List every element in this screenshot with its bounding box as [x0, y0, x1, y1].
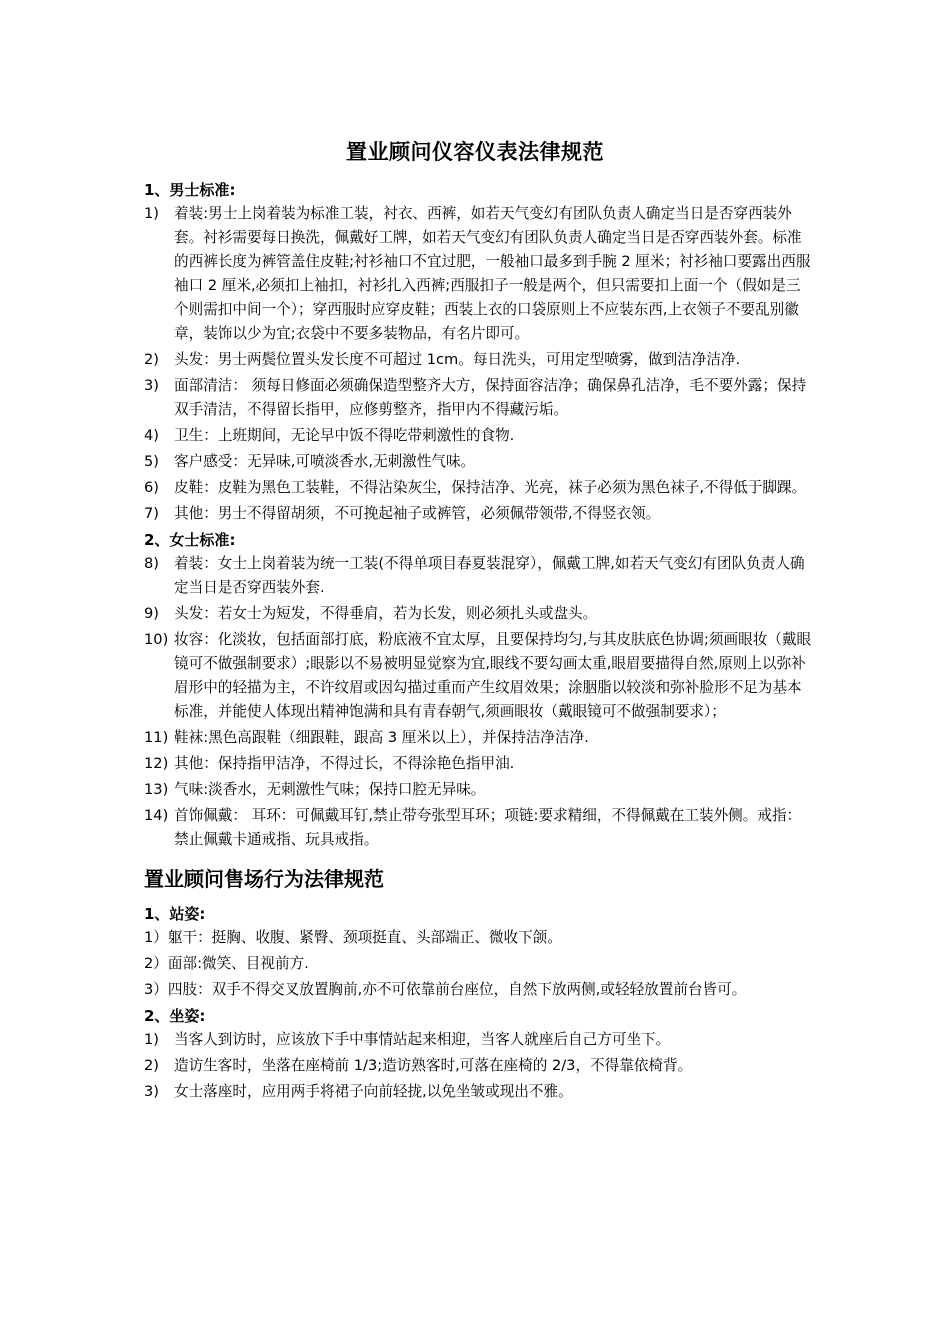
sitting-posture-list — [144, 1028, 814, 1104]
list-item-number: 3) — [144, 377, 159, 394]
list-item — [144, 726, 814, 750]
list-item: 1）躯干：挺胸、收腹、紧臀、颈项挺直、头部端正、微收下颌。 — [144, 929, 562, 946]
standing-posture-list — [144, 926, 814, 1002]
list-item — [144, 1054, 814, 1078]
section-heading-standing: 1、站姿: — [144, 905, 206, 923]
list-item — [144, 348, 814, 372]
list-item — [144, 628, 814, 724]
list-item-text: 当客人到访时，应该放下手中事情站起来相迎，当客人就座后自己方可坐下。 — [174, 1031, 671, 1048]
list-item-number: 1) — [144, 205, 159, 222]
list-item-text: 气味:淡香水，无刺激性气味；保持口腔无异味。 — [174, 781, 486, 798]
list-item-text: 头发：男士两鬓位置头发长度不可超过 1cm。每日洗头，可用定型喷雾，做到洁净洁净. — [174, 351, 741, 368]
list-item — [144, 374, 814, 422]
list-item-number: 11) — [144, 729, 169, 746]
list-item-text: 着装：女士上岗着装为统一工装(不得单项目春夏装混穿），佩戴工牌,如若天气变幻有团队负责人确定当日是否穿西装外套. — [174, 555, 805, 596]
section-heading-sitting: 2、坐姿: — [144, 1007, 206, 1025]
list-item-number: 10) — [144, 631, 169, 648]
list-item-text: 头发：若女士为短发，不得垂肩，若为长发，则必须扎头或盘头。 — [174, 605, 598, 622]
list-item — [144, 752, 814, 776]
page-title: 置业顾问仪容仪表法律规范 — [346, 140, 604, 164]
list-item — [144, 202, 814, 346]
list-item-number: 2) — [144, 1057, 159, 1074]
list-item — [144, 424, 814, 448]
list-item — [144, 476, 814, 500]
list-item-text: 客户感受：无异味,可喷淡香水,无刺激性气味。 — [174, 453, 476, 470]
list-item-number: 2) — [144, 351, 159, 368]
list-item-text: 妆容：化淡妆，包括面部打底，粉底液不宜太厚，且要保持均匀,与其皮肤底色协调;须画眼妆（戴眼镜可不做强制要求）;眼影以不易被明显觉察为宜,眼线不要勾画太重,眼眉要描得自然,原则上以弥补眉形中的轻描为主，不许纹眉或因勾描过重而产生纹眉效果；涂胭脂以较淡和弥补脸形不足为基本标准，并能使人体现出精神饱满和具有青春朝气,须画眼妆（戴眼镜可不做强制要求）； — [174, 631, 812, 720]
list-item-text: 皮鞋：皮鞋为黑色工装鞋，不得沾染灰尘，保持洁净、光亮，袜子必须为黑色袜子,不得低于脚踝。 — [174, 479, 807, 496]
list-item-number: 5) — [144, 453, 159, 470]
list-item-text: 鞋袜:黑色高跟鞋（细跟鞋，跟高 3 厘米以上），并保持洁净洁净. — [174, 729, 589, 746]
section-title-sales-conduct: 置业顾问售场行为法律规范 — [144, 867, 384, 891]
list-item-text: 着装:男士上岗着装为标准工装，衬衣、西裤，如若天气变幻有团队负责人确定当日是否穿西装外套。衬衫需要每日换洗，佩戴好工牌，如若天气变幻有团队负责人确定当日是否穿西装外套。标准的西裤长度为裤管盖住皮鞋;衬衫袖口不宜过肥，一般袖口最多到手腕 2 厘米；衬衫袖口要露出西服袖口 2 厘米,必须扣上袖扣，衬衫扎入西裤;西服扣子一般是两个，但只需要扣上面一个（假如是三个则需扣中间一个）；穿西服时应穿皮鞋；西装上衣的口袋原则上不应装东西,上衣领子不要乱别徽章，装饰以少为宜;衣袋中不要多装物品，有名片即可。 — [174, 205, 811, 342]
list-item-number: 13) — [144, 781, 169, 798]
list-item-number: 14) — [144, 807, 169, 824]
list-item-text: 面部清洁： 须每日修面必须确保造型整齐大方，保持面容洁净；确保鼻孔洁净，毛不要外露；保持双手清洁，不得留长指甲，应修剪整齐，指甲内不得藏污垢。 — [174, 377, 807, 418]
list-item-number: 7) — [144, 505, 159, 522]
list-item — [144, 602, 814, 626]
list-item: 3）四肢：双手不得交叉放置胸前,亦不可依靠前台座位，自然下放两侧,或轻轻放置前台皆可。 — [144, 981, 747, 998]
male-standards-list — [144, 202, 814, 526]
list-item-text: 其他：男士不得留胡须，不可挽起袖子或裤管，必须佩带领带,不得竖衣领。 — [174, 505, 661, 522]
list-item — [144, 1080, 814, 1104]
list-item-number: 12) — [144, 755, 169, 772]
list-item — [144, 778, 814, 802]
list-item-text: 女士落座时，应用两手将裙子向前轻拢,以免坐皱或现出不雅。 — [174, 1083, 573, 1100]
list-item-number: 6) — [144, 479, 159, 496]
list-item: 2）面部:微笑、目视前方. — [144, 955, 309, 972]
list-item-number: 8) — [144, 555, 159, 572]
list-item — [144, 804, 814, 852]
list-item — [144, 450, 814, 474]
document-body — [144, 178, 814, 1106]
list-item-text: 首饰佩戴： 耳环：可佩戴耳钉,禁止带夸张型耳环；项链:要求精细，不得佩戴在工装外侧。戒指：禁止佩戴卡通戒指、玩具戒指。 — [174, 807, 802, 848]
list-item-text: 其他：保持指甲洁净，不得过长，不得涂艳色指甲油. — [174, 755, 515, 772]
list-item-number: 4) — [144, 427, 159, 444]
section-heading-male: 1、男士标准: — [144, 181, 236, 199]
list-item-number: 3) — [144, 1083, 159, 1100]
section-heading-female: 2、女士标准: — [144, 531, 236, 549]
list-item — [144, 502, 814, 526]
list-item-number: 1) — [144, 1031, 159, 1048]
female-standards-list — [144, 552, 814, 852]
list-item — [144, 552, 814, 600]
list-item-number: 9) — [144, 605, 159, 622]
list-item — [144, 1028, 814, 1052]
list-item-text: 卫生：上班期间，无论早中饭不得吃带刺激性的食物. — [174, 427, 515, 444]
list-item-text: 造访生客时，坐落在座椅前 1/3;造访熟客时,可落在座椅的 2/3，不得靠依椅背。 — [174, 1057, 693, 1074]
